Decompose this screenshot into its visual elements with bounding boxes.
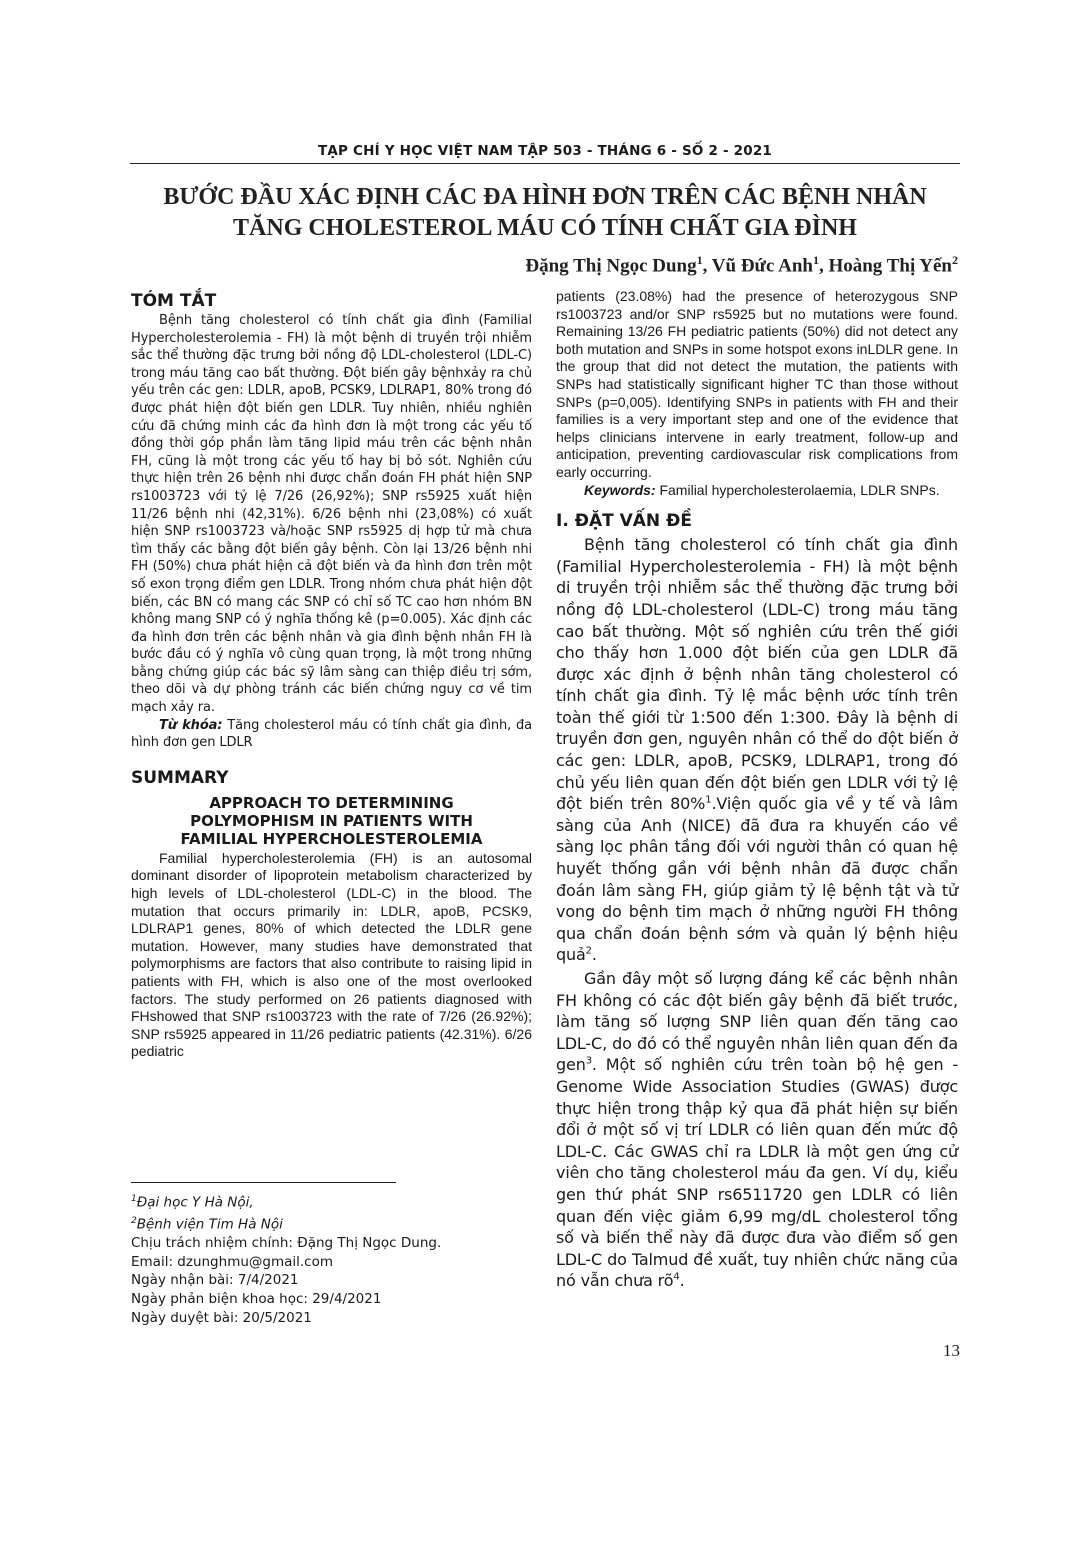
- author-name: Vũ Đức Anh: [711, 255, 813, 277]
- section-heading: I. ĐẶT VẤN ĐỀ: [556, 511, 692, 532]
- summary-title-line: APPROACH TO DETERMINING: [209, 793, 454, 812]
- journal-header: TẠP CHÍ Y HỌC VIỆT NAM TẬP 503 - THÁNG 6 - SỐ 2 - 2021: [317, 143, 773, 159]
- footnotes: [131, 1190, 532, 1327]
- author-list: Đặng Thị Ngọc Dung$^1$, Vũ Đức Anh$^1$, Hoàng Thị Yến$^2$: [525, 253, 958, 277]
- footnote-rule: [131, 1182, 396, 1183]
- summary-heading: SUMMARY: [131, 767, 229, 788]
- keywords-label: Keywords:: [584, 481, 656, 498]
- author-affiliation: 1: [696, 253, 703, 267]
- abstract-vn-body: Bệnh tăng cholesterol có tính chất gia đình (Familial Hypercholesterolemia - FH) là một bệnh di truyền trội nhiễm sắc thể thường đặc trưng bởi nồng độ LDL-cholesterol (LDL-C) trong máu tăng cao bất thường. Đột biến gây bệnhxảy ra chủ yếu trên các gen: LDLR, apoB, PCSK9, LDLRAP1, 80% trong đó được phát hiện đột biến gen LDLR. Tuy nhiên, nhiều nghiên cứu đã chứng minh các đa hình đơn là một trong các yếu tố đồng thời góp phần làm tăng lipid máu trên các bệnh nhân FH, cũng là một trong các yếu tố hay bị bỏ sót. Nghiên cứu thực hiện trên 26 bệnh nhi được chẩn đoán FH phát hiện SNP rs1003723 với tỷ lệ 7/26 (26,92%); SNP rs5925 xuất hiện 11/26 bệnh nhi (42,31%). 6/26 bệnh nhi (23,08%) có xuất hiện SNP rs1003723 và/hoặc SNP rs5925 dị hợp tử mà chưa tìm thấy các bằng đột biến gây bệnh. Còn lại 13/26 bệnh nhi FH (50%) chưa phát hiện cả đột biến và đa hình đơn trên một số exon trọng điểm gen LDLR. Trong nhóm chưa phát hiện đột biến, các BN có mang các SNP có chỉ số TC cao hơn nhóm BN không mang SNP có ý nghĩa thống kê (p=0.005). Xác định các đa hình đơn trên các bệnh nhân và gia đình bệnh nhân FH là bước đầu có ý nghĩa vô cùng quan trọng, là một trong những bằng chứng giúp các bác sỹ lâm sàng can thiệp điều trị sớm, theo dõi và dự phòng tránh các biến chứng nguy cơ về tim mạch xảy ra.: [131, 313, 532, 716]
- keywords-text: Tăng cholesterol máu có tính chất gia đình, đa hình đơn gen LDLR: [131, 717, 532, 751]
- footnote-affiliation-2: $^2$Bệnh viện Tim Hà Nội: [131, 1216, 283, 1233]
- footnote-received: Ngày nhận bài: 7/4/2021: [131, 1272, 299, 1289]
- abstract-vn-keywords: [131, 717, 532, 752]
- keywords-label: Từ khóa:: [159, 717, 223, 733]
- footnote-affiliation-1: $^1$Đại học Y Hà Nội,: [131, 1194, 254, 1211]
- author-affiliation: 2: [952, 253, 958, 267]
- author-name: Hoàng Thị Yến: [828, 255, 952, 277]
- summary-keywords: [556, 482, 958, 500]
- left-column: [131, 288, 532, 1061]
- reference-marker: 1: [705, 794, 712, 806]
- reference-marker: 4: [673, 1271, 680, 1283]
- author-name: Đặng Thị Ngọc Dung: [525, 255, 697, 277]
- page-number: 13: [943, 1341, 960, 1360]
- footnote-accepted: Ngày duyệt bài: 20/5/2021: [131, 1309, 312, 1326]
- section-paragraph: Gần đây một số lượng đáng kể các bệnh nhân FH không có các đột biến gây bệnh đã biết trước, làm tăng số lượng SNP liên quan đến tăng cao LDL-C, do đó có thể nguyên nhân liên quan đến đa gen$^3$. Một số nghiên cứu trên toàn bộ hệ gen - Genome Wide Association Studies (GWAS) được thực hiện trong thập kỷ qua đã phát hiện sự biến đổi ở một số vị trí LDLR có liên quan đến mức độ LDL-C. Các GWAS chỉ ra LDLR là một gen ứng cử viên cho tăng cholesterol máu đa gen. Ví dụ, kiểu gen thứ phát SNP rs6511720 gen LDLR có liên quan đến việc giảm 6,99 mg/dL cholesterol tổng số và biến thể này đã được đưa vào điểm số gen LDL-C do Talmud đề xuất, tuy nhiên chức năng của nó vẫn chưa rõ$^4$.: [556, 969, 958, 1291]
- summary-body-part2: patients (23.08%) had the presence of heterozygous SNP rs1003723 and/or SNP rs5925 but no mutations were found. Remaining 13/26 FH pediatric patients (50%) did not detect any both mutation and SNPs in some hotspot exons inLDLR gene. In the group that did not detect the mutation, the patients with SNPs had statistically significant higher TC than those without SNPs (p=0,005). Identifying SNPs in patients with FH and their families is a very important step and one of the evidence that helps clinicians intervene in early treatment, follow-up and anticipation, preventing cardiovascular risk complications from early occurring.: [556, 288, 958, 480]
- article-title: [130, 182, 960, 244]
- summary-body-part1: Familial hypercholesterolemia (FH) is an autosomal dominant disorder of lipoprotein metabolism characterized by high levels of LDL-cholesterol (LDL-C) in the blood. The mutation that occurs primarily in: LDLR, apoB, PCSK9, LDLRAP1 genes, 80% of which detected the LDLR gene mutation. However, many studies have demonstrated that polymorphisms are factors that also contribute to raising lipid in patients with FH, which is also one of the most overlooked factors. The study performed on 26 patients diagnosed with FHshowed that SNP rs1003723 with the rate of 7/26 (26.92%); SNP rs5925 appeared in 11/26 pediatric patients (42.31%). 6/26 pediatric: [131, 849, 532, 1060]
- footnote-reviewed: Ngày phản biện khoa học: 29/4/2021: [131, 1290, 382, 1307]
- section-paragraph: Bệnh tăng cholesterol có tính chất gia đình (Familial Hypercholesterolemia - FH) là một bệnh di truyền trội nhiễm sắc thể thường đặc trưng bởi nồng độ LDL-cholesterol (LDL-C) trong máu tăng cao bất thường. Một số nghiên cứu trên thế giới cho thấy hơn 1.000 đột biến của gen LDLR đã được xác định ở bệnh nhân tăng cholesterol có tính chất gia đình. Tỷ lệ mắc bệnh ước tính trên toàn thế giới từ 1:500 đến 1:300. Đây là bệnh di truyền đơn gen, nguyên nhân có thể do đột biến ở các gen: LDLR, apoB, PCSK9, LDLRAP1, trong đó chủ yếu liên quan đến đột biến gen LDLR với tỷ lệ đột biến trên 80%$^1$.Viện quốc gia về y tế và lâm sàng của Anh (NICE) đã đưa ra khuyến cáo về sàng lọc phân tầng đối với người thân có quan hệ huyết thống gần với bệnh nhân đã được chẩn đoán lâm sàng FH, giúp giảm tỷ lệ bệnh tật và tử vong do bệnh tim mạch ở những người FH thông qua chẩn đoán bệnh sớm và quản lý bệnh hiệu quả$^2$.: [556, 535, 958, 965]
- title-line-2: TĂNG CHOLESTEROL MÁU CÓ TÍNH CHẤT GIA ĐÌNH: [233, 215, 857, 241]
- summary-title-line: POLYMOPHISM IN PATIENTS WITH: [190, 811, 473, 830]
- footnote-email: Email: dzunghmu@gmail.com: [131, 1253, 334, 1270]
- reference-marker: 2: [585, 946, 592, 958]
- author-affiliation: 1: [812, 253, 819, 267]
- summary-title-line: FAMILIAL HYPERCHOLESTEROLEMIA: [180, 829, 483, 848]
- header-rule: [130, 163, 960, 164]
- right-column: [556, 288, 958, 1292]
- summary-title: [131, 794, 532, 848]
- title-line-1: BƯỚC ĐẦU XÁC ĐỊNH CÁC ĐA HÌNH ĐƠN TRÊN CÁC BỆNH NHÂN: [163, 184, 927, 210]
- footnote-responsible: Chịu trách nhiệm chính: Đặng Thị Ngọc Dung.: [131, 1235, 442, 1252]
- keywords-text: Familial hypercholesterolaemia, LDLR SNPs.: [659, 481, 940, 498]
- reference-marker: 3: [585, 1056, 592, 1068]
- abstract-vn-heading: TÓM TẮT: [131, 291, 217, 311]
